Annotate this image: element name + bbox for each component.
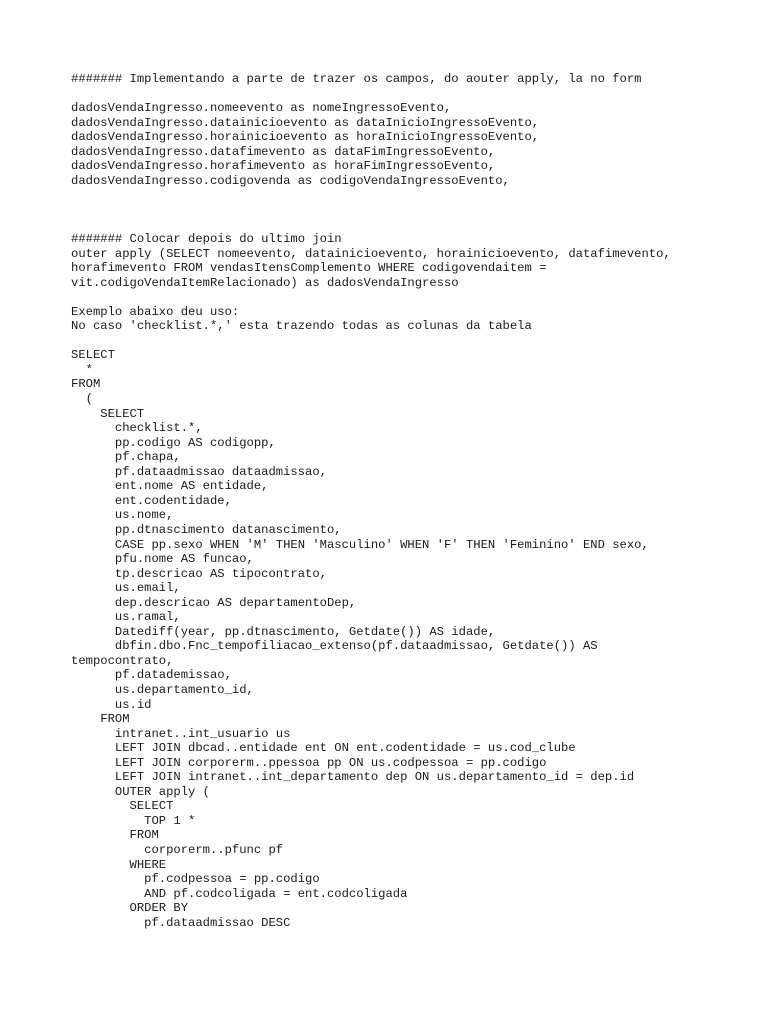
- text-line: dadosVendaIngresso.codigovenda as codigoVendaIngressoEvento,: [71, 173, 510, 188]
- text-line: ORDER BY: [71, 901, 189, 916]
- text-line: pf.dataadmissao DESC: [71, 915, 291, 930]
- text-line: [71, 290, 761, 305]
- text-line: FROM: [71, 377, 101, 392]
- text-line: SELECT: [71, 406, 145, 421]
- text-line: pf.datademissao,: [71, 668, 232, 683]
- text-line: pp.codigo AS codigopp,: [71, 435, 276, 450]
- text-line: pf.chapa,: [71, 450, 181, 465]
- text-line: us.departamento_id,: [71, 682, 254, 697]
- text-line: *: [71, 362, 93, 377]
- text-line: us.nome,: [71, 508, 174, 523]
- text-line: (: [71, 392, 93, 407]
- document-text-area: [71, 72, 761, 930]
- text-line: us.email,: [71, 581, 181, 596]
- text-line: dadosVendaIngresso.datafimevento as dataFimIngressoEvento,: [71, 144, 496, 159]
- text-line: SELECT: [71, 799, 174, 814]
- text-line: pp.dtnascimento datanascimento,: [71, 522, 342, 537]
- text-line: No caso 'checklist.*,' esta trazendo todas as colunas da tabela: [71, 319, 532, 334]
- text-line: AND pf.codcoligada = ent.codcoligada: [71, 886, 408, 901]
- text-line: vit.codigoVendaItemRelacionado) as dadosVendaIngresso: [71, 275, 459, 290]
- text-line: dadosVendaIngresso.horafimevento as horaFimIngressoEvento,: [71, 159, 496, 174]
- text-line: dadosVendaIngresso.datainicioevento as dataInicioIngressoEvento,: [71, 115, 540, 130]
- text-line: Exemplo abaixo deu uso:: [71, 304, 240, 319]
- text-line: [71, 203, 761, 218]
- text-line: TOP 1 *: [71, 813, 196, 828]
- text-line: checklist.*,: [71, 421, 203, 436]
- text-line: dep.descricao AS departamentoDep,: [71, 595, 357, 610]
- text-line: ####### Implementando a parte de trazer os campos, do aouter apply, la no form: [71, 72, 642, 86]
- text-line: outer apply (SELECT nomeevento, datainicioevento, horainicioevento, datafimevento,: [71, 246, 671, 261]
- text-line: us.ramal,: [71, 610, 181, 625]
- text-line: OUTER apply (: [71, 784, 210, 799]
- text-line: tp.descricao AS tipocontrato,: [71, 566, 327, 581]
- text-line: [71, 188, 761, 203]
- text-line: LEFT JOIN corporerm..ppessoa pp ON us.codpessoa = pp.codigo: [71, 755, 547, 770]
- text-line: ####### Colocar depois do ultimo join: [71, 232, 342, 247]
- text-line: dadosVendaIngresso.nomeevento as nomeIngressoEvento,: [71, 101, 452, 116]
- text-line: dbfin.dbo.Fnc_tempofiliacao_extenso(pf.dataadmissao, Getdate()) AS: [71, 639, 598, 654]
- text-line: intranet..int_usuario us: [71, 726, 291, 741]
- text-line: ent.codentidade,: [71, 493, 232, 508]
- text-line: WHERE: [71, 857, 167, 872]
- text-line: CASE pp.sexo WHEN 'M' THEN 'Masculino' WHEN 'F' THEN 'Feminino' END sexo,: [71, 537, 649, 552]
- text-line: FROM: [71, 828, 159, 843]
- text-line: FROM: [71, 712, 130, 727]
- text-line: [71, 217, 761, 232]
- text-line: Datediff(year, pp.dtnascimento, Getdate()) AS idade,: [71, 624, 496, 639]
- text-line: pf.codpessoa = pp.codigo: [71, 872, 320, 887]
- text-line: us.id: [71, 697, 152, 712]
- text-line: LEFT JOIN dbcad..entidade ent ON ent.codentidade = us.cod_clube: [71, 741, 576, 756]
- text-line: horafimevento FROM vendasItensComplemento WHERE codigovendaitem =: [71, 261, 547, 276]
- text-line: tempocontrato,: [71, 653, 174, 668]
- text-line: [71, 87, 761, 102]
- text-line: ent.nome AS entidade,: [71, 479, 269, 494]
- text-line: corporerm..pfunc pf: [71, 842, 284, 857]
- text-line: LEFT JOIN intranet..int_departamento dep ON us.departamento_id = dep.id: [71, 770, 635, 785]
- text-line: [71, 334, 761, 349]
- text-line: pfu.nome AS funcao,: [71, 552, 254, 567]
- text-line: pf.dataadmissao dataadmissao,: [71, 464, 327, 479]
- text-line: dadosVendaIngresso.horainicioevento as horaInicioIngressoEvento,: [71, 130, 540, 145]
- text-line: SELECT: [71, 348, 115, 363]
